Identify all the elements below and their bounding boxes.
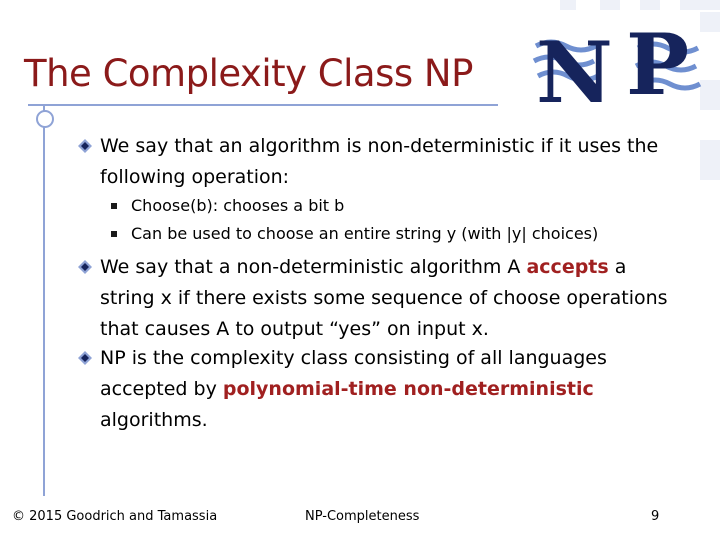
np-logo-icon xyxy=(526,16,706,111)
svg-text:N: N xyxy=(536,23,613,111)
footer-topic: NP-Completeness xyxy=(305,509,420,524)
bullet-3 xyxy=(100,343,680,436)
sub-bullet-2 xyxy=(131,224,691,244)
page-number: 9 xyxy=(651,509,660,524)
sub-bullet-1-text: Choose(b): chooses a bit b xyxy=(131,196,345,215)
bullet-2-text-pre: We say that a non-deterministic algorithm A xyxy=(100,256,527,278)
poly-nondet-highlight: polynomial-time non-deterministic xyxy=(222,378,594,400)
bullet-2-text-post: a string x if there exists some sequence of choose operations that causes A to output “yes” on input x. xyxy=(100,256,668,340)
diamond-bullet-icon xyxy=(78,260,92,274)
accepts-highlight: accepts xyxy=(526,256,609,278)
bullet-3-text-pre: NP is the complexity class consisting of all languages accepted by xyxy=(100,347,607,400)
left-vertical-line xyxy=(43,106,45,496)
diamond-bullet-icon xyxy=(78,139,92,153)
title-underline xyxy=(28,104,498,106)
bullet-1-text: We say that an algorithm is non-deterministic if it uses the following operation: xyxy=(100,135,659,188)
footer-copyright: © 2015 Goodrich and Tamassia xyxy=(12,509,218,524)
sub-bullet-2-text: Can be used to choose an entire string y (with |y| choices) xyxy=(131,224,599,243)
slide-title: The Complexity Class NP xyxy=(24,52,473,95)
diamond-bullet-icon xyxy=(78,351,92,365)
bullet-3-text-post: algorithms. xyxy=(100,409,208,431)
square-bullet-icon xyxy=(111,231,117,237)
circle-ornament xyxy=(36,110,54,128)
svg-text:P: P xyxy=(626,16,690,111)
square-bullet-icon xyxy=(111,203,117,209)
sub-bullet-1 xyxy=(131,196,691,216)
bullet-1 xyxy=(100,131,680,193)
bullet-2 xyxy=(100,252,680,345)
